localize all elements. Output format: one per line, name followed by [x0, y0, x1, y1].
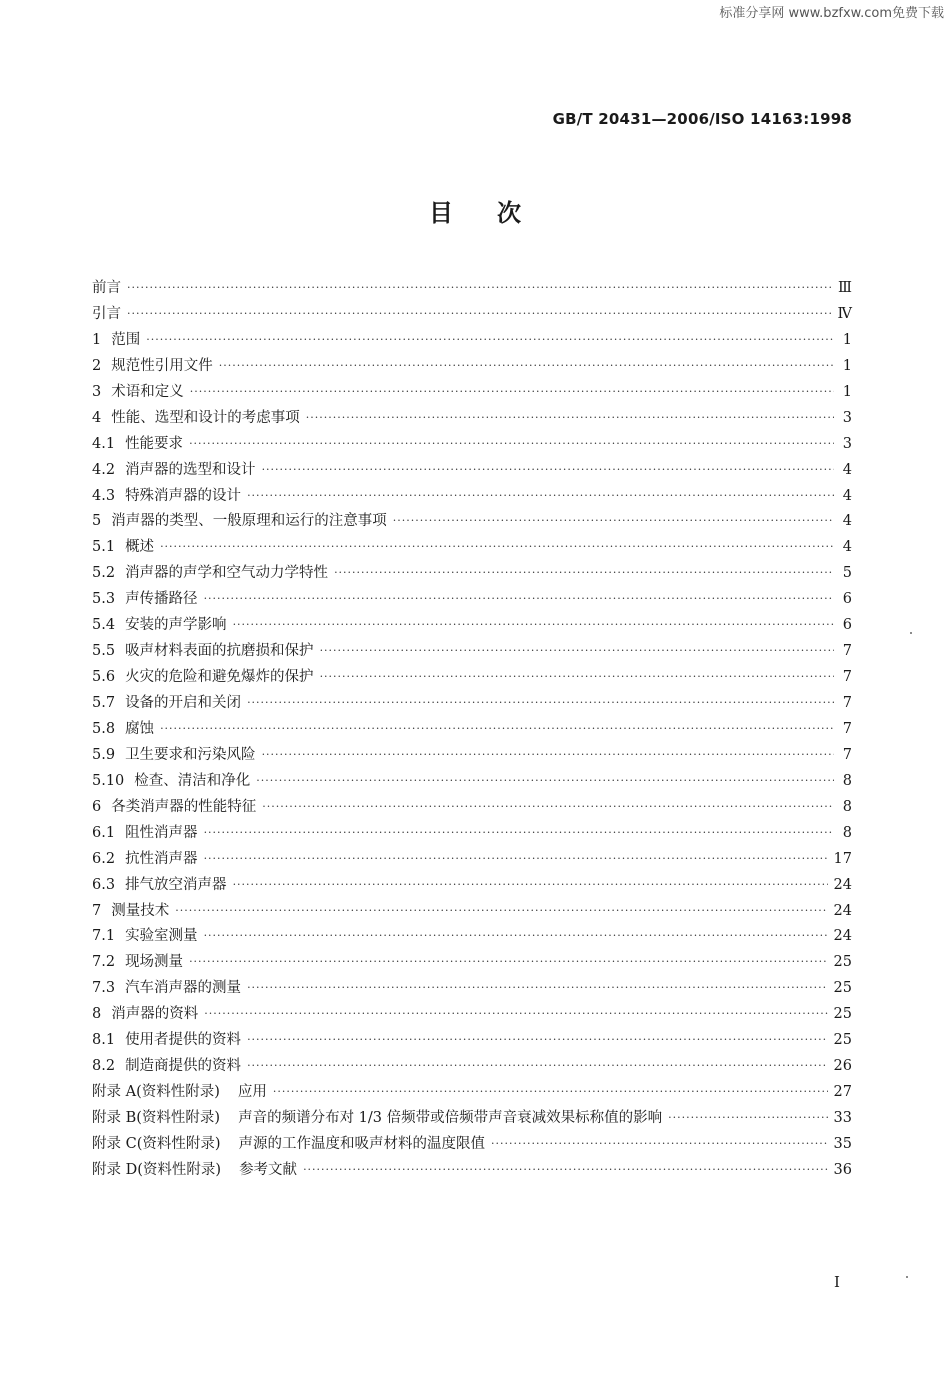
- toc-entry: [92, 406, 852, 432]
- toc-entry-title: 声传播路径: [125, 591, 198, 608]
- toc-entry-title: 测量技术: [111, 902, 170, 919]
- toc-entry-page: 26: [833, 1058, 852, 1075]
- toc-entry-text: [92, 587, 198, 608]
- toc-dot-leader: [262, 463, 834, 476]
- toc-entry-title: 消声器的声学和空气动力学特性: [125, 565, 329, 582]
- toc-entry: [92, 509, 852, 535]
- toc-entry: [92, 380, 852, 406]
- toc-entry-page: 24: [833, 902, 852, 919]
- toc-entry-title: 应用: [237, 1084, 267, 1101]
- toc-entry-number: 5.2: [92, 565, 116, 582]
- toc-entry-number: 8.2: [92, 1058, 116, 1075]
- toc-entry-page: 36: [833, 1161, 852, 1178]
- toc-entry-text: [92, 665, 314, 686]
- toc-entry-title: 火灾的危险和避免爆炸的保护: [125, 669, 314, 686]
- toc-entry-text: [92, 276, 121, 297]
- toc-dot-leader: [262, 748, 834, 761]
- toc-entry: [92, 1158, 852, 1184]
- toc-entry: [92, 639, 852, 665]
- toc-entry-title: 消声器的类型、一般原理和运行的注意事项: [111, 513, 387, 530]
- toc-dot-leader: [393, 514, 834, 527]
- toc-entry: [92, 328, 852, 354]
- toc-entry-page: 6: [842, 617, 852, 634]
- toc-entry: [92, 561, 852, 587]
- toc-entry-title: 声源的工作温度和吸声材料的温度限值: [238, 1135, 486, 1152]
- toc-entry-number: 8: [92, 1006, 102, 1023]
- page-number: I: [834, 1273, 840, 1291]
- toc-entry-title: 声音的频谱分布对 1/3 倍频带或倍频带声音衰减效果标称值的影响: [238, 1110, 663, 1126]
- toc-entry-page: 27: [833, 1084, 852, 1101]
- toc-entry-text: [92, 691, 241, 712]
- toc-entry-text: [92, 406, 300, 427]
- toc-entry-text: [92, 613, 227, 634]
- toc-entry-text: [92, 795, 256, 816]
- toc-dot-leader: [233, 878, 828, 891]
- toc-entry-title: 概述: [125, 539, 155, 556]
- toc-entry-page: 7: [842, 695, 852, 711]
- toc-entry-page: 5: [842, 565, 852, 582]
- toc-entry-text: [92, 924, 198, 945]
- toc-dot-leader: [204, 852, 828, 865]
- toc-entry-title: 规范性引用文件: [111, 357, 213, 374]
- toc-entry-page: 3: [842, 435, 852, 452]
- toc-dot-leader: [175, 904, 827, 917]
- toc-entry-number: 5.3: [92, 591, 116, 608]
- toc-dot-leader: [256, 774, 834, 787]
- toc-dot-leader: [247, 489, 834, 502]
- toc-dot-leader: [204, 592, 834, 605]
- toc-title: [0, 193, 950, 228]
- toc-entry-text: [92, 847, 198, 868]
- toc-entry: [92, 924, 852, 950]
- toc-dot-leader: [219, 359, 834, 372]
- toc-entry-page: 8: [842, 824, 852, 841]
- toc-entry: [92, 743, 852, 769]
- toc-entry-title: 汽车消声器的测量: [125, 980, 242, 997]
- toc-entry-title: 抗性消声器: [125, 850, 198, 867]
- toc-entry: [92, 665, 852, 691]
- toc-entry-page: 1: [842, 331, 852, 348]
- toc-entry-page: 7: [842, 746, 852, 763]
- toc-entry: [92, 1080, 852, 1106]
- toc-entry-page: 3: [842, 409, 852, 426]
- toc-entry-number: 1: [92, 331, 102, 348]
- toc-entry-number: 2: [92, 357, 102, 374]
- toc-entry-text: [92, 354, 213, 375]
- watermark-text: 标准分享网 www.bzfxw.com免费下载: [719, 6, 944, 21]
- toc-entry-page: 1: [842, 383, 852, 400]
- toc-entry-text: [92, 1158, 297, 1179]
- toc-entry-title: 引言: [92, 305, 121, 322]
- toc-entry-text: [92, 1132, 485, 1153]
- toc-dot-leader: [491, 1137, 828, 1150]
- toc-dot-leader: [247, 981, 827, 994]
- toc-entry-page: 35: [833, 1135, 852, 1152]
- toc-entry: [92, 717, 852, 743]
- toc-entry: [92, 873, 852, 899]
- toc-entry-number: 5.5: [92, 643, 116, 660]
- toc-entry-text: [92, 1028, 241, 1049]
- toc-entry: [92, 821, 852, 847]
- toc-entry-number: 附录 A(资料性附录): [92, 1084, 220, 1101]
- toc-entry-number: 附录 D(资料性附录): [92, 1161, 222, 1178]
- toc-entry-page: 25: [833, 1006, 852, 1023]
- toc-entry-title: 消声器的资料: [111, 1006, 199, 1023]
- toc-entry: [92, 587, 852, 613]
- toc-entry-number: 5: [92, 513, 102, 530]
- scan-speck: [906, 1276, 908, 1278]
- toc-entry-number: 4: [92, 409, 102, 426]
- toc-entry-title: 腐蚀: [125, 720, 155, 737]
- toc-dot-leader: [303, 1163, 827, 1176]
- toc-entry-text: [92, 509, 387, 530]
- toc-entry-page: Ⅲ: [838, 280, 852, 296]
- toc-entry-title: 现场测量: [125, 954, 184, 971]
- toc-entry: [92, 899, 852, 925]
- toc-entry-page: 8: [842, 798, 852, 815]
- toc-dot-leader: [190, 385, 834, 398]
- toc-entry-title: 阻性消声器: [125, 824, 198, 841]
- toc-dot-leader: [320, 670, 834, 683]
- toc-entry-text: [92, 302, 121, 323]
- toc-entry-text: [92, 1054, 241, 1075]
- toc-entry-number: 7.1: [92, 928, 116, 945]
- toc-dot-leader: [306, 411, 834, 424]
- toc-entry: [92, 302, 852, 328]
- toc-entry-page: 24: [833, 876, 852, 893]
- toc-entry-number: 附录 C(资料性附录): [92, 1135, 221, 1152]
- toc-entry-text: [92, 535, 154, 556]
- toc-dot-leader: [247, 1059, 827, 1072]
- toc-entry: [92, 354, 852, 380]
- toc-entry-number: 6: [92, 798, 102, 815]
- toc-entry-number: 5.7: [92, 695, 116, 711]
- toc-entry-title: 卫生要求和污染风险: [125, 746, 256, 763]
- toc-entry-page: 17: [833, 850, 852, 867]
- toc-entry: [92, 458, 852, 484]
- toc-entry-text: [92, 976, 241, 997]
- toc-entry-title: 设备的开启和关闭: [125, 695, 242, 711]
- toc-entry-page: 4: [842, 539, 852, 556]
- toc-entry: [92, 1106, 852, 1132]
- toc-dot-leader: [247, 696, 834, 709]
- toc-entry-page: 7: [842, 669, 852, 686]
- toc-entry-text: [92, 561, 328, 582]
- toc-entry: [92, 276, 852, 302]
- toc-entry-title: 各类消声器的性能特征: [111, 798, 257, 815]
- toc-entry-number: 5.9: [92, 746, 116, 763]
- toc-entry-number: 6.2: [92, 850, 116, 867]
- toc-entry-title: 制造商提供的资料: [125, 1058, 242, 1075]
- toc-entry-number: 5.4: [92, 617, 116, 634]
- toc-entry-title: 范围: [111, 331, 141, 348]
- toc-entry-page: 7: [842, 720, 852, 737]
- toc-dot-leader: [273, 1085, 828, 1098]
- toc-entry-number: 3: [92, 383, 102, 400]
- toc-entry-page: 4: [842, 487, 852, 504]
- toc-entry: [92, 847, 852, 873]
- toc-entry-number: 5.10: [92, 772, 125, 789]
- toc-entry-page: Ⅳ: [837, 305, 852, 322]
- toc-entry-title: 前言: [92, 280, 121, 296]
- toc-entry-page: 8: [842, 772, 852, 789]
- toc-dot-leader: [127, 307, 832, 320]
- toc-entry-text: [92, 458, 256, 479]
- toc-dot-leader: [204, 826, 834, 839]
- toc-entry-page: 25: [833, 1032, 852, 1049]
- toc-entry-number: 4.1: [92, 435, 116, 452]
- toc-entry: [92, 691, 852, 717]
- toc-dot-leader: [262, 800, 834, 813]
- toc-entry-number: 附录 B(资料性附录): [92, 1110, 221, 1126]
- toc-entry-number: 4.2: [92, 461, 116, 478]
- toc-entry-title: 排气放空消声器: [125, 876, 227, 893]
- toc-dot-leader: [127, 281, 832, 294]
- toc-entry-title: 参考文献: [239, 1161, 298, 1178]
- toc-entry: [92, 976, 852, 1002]
- toc-entry-page: 1: [842, 357, 852, 374]
- scan-speck: [910, 632, 912, 634]
- toc-entry: [92, 432, 852, 458]
- toc-entry-title: 安装的声学影响: [125, 617, 227, 634]
- toc-entry-page: 6: [842, 591, 852, 608]
- toc-entry-title: 实验室测量: [125, 928, 198, 945]
- toc-entry: [92, 535, 852, 561]
- toc-entry-number: 4.3: [92, 487, 116, 504]
- toc-dot-leader: [189, 437, 834, 450]
- toc-entry-number: 7.2: [92, 954, 116, 971]
- toc-entry-title: 术语和定义: [111, 383, 184, 400]
- toc-entry-title: 性能、选型和设计的考虑事项: [111, 409, 300, 426]
- toc-entry-text: [92, 1002, 198, 1023]
- toc-entry-page: 33: [833, 1110, 852, 1126]
- toc-entry-number: 5.1: [92, 539, 116, 556]
- toc-dot-leader: [160, 540, 834, 553]
- toc-entry: [92, 1132, 852, 1158]
- toc-entry-page: 25: [833, 980, 852, 997]
- toc-entry-text: [92, 899, 169, 920]
- toc-entry-text: [92, 950, 183, 971]
- toc-entry-number: 7.3: [92, 980, 116, 997]
- toc-dot-leader: [247, 1033, 827, 1046]
- toc-entry-text: [92, 743, 256, 764]
- toc-entry-text: [92, 432, 183, 453]
- toc-entry-text: [92, 769, 250, 790]
- toc-dot-leader: [334, 566, 834, 579]
- toc-entry-title: 消声器的选型和设计: [125, 461, 256, 478]
- toc-entry-page: 4: [842, 513, 852, 530]
- toc-entry-text: [92, 639, 314, 660]
- toc-entry-number: 6.1: [92, 824, 116, 841]
- toc-entry: [92, 795, 852, 821]
- toc-entry-text: [92, 484, 241, 505]
- toc-entry-text: [92, 1106, 662, 1127]
- toc-entry-page: 7: [842, 643, 852, 660]
- toc-entry-title: 吸声材料表面的抗磨损和保护: [125, 643, 314, 660]
- toc-entry-title: 特殊消声器的设计: [125, 487, 242, 504]
- toc-entry-page: 4: [842, 461, 852, 478]
- toc-title-char-1: 目: [429, 199, 453, 227]
- toc-entry-number: 5.6: [92, 669, 116, 686]
- toc-entry-title: 检查、清洁和净化: [134, 772, 251, 789]
- toc-entry: [92, 1054, 852, 1080]
- toc-entry-number: 5.8: [92, 720, 116, 737]
- toc-dot-leader: [160, 722, 834, 735]
- toc-entry-text: [92, 380, 184, 401]
- toc-entry: [92, 950, 852, 976]
- toc-dot-leader: [146, 333, 834, 346]
- toc-dot-leader: [668, 1111, 827, 1124]
- document-code: GB/T 20431—2006/ISO 14163:1998: [552, 110, 852, 128]
- toc-entry-title: 使用者提供的资料: [125, 1032, 242, 1049]
- toc-entry: [92, 613, 852, 639]
- toc-entry-number: 6.3: [92, 876, 116, 893]
- table-of-contents: [92, 276, 852, 1184]
- toc-entry-title: 性能要求: [125, 435, 184, 452]
- toc-entry-text: [92, 1080, 267, 1101]
- toc-entry: [92, 1002, 852, 1028]
- toc-entry-page: 24: [833, 928, 852, 945]
- toc-entry: [92, 484, 852, 510]
- toc-entry-text: [92, 821, 198, 842]
- toc-entry: [92, 1028, 852, 1054]
- toc-entry: [92, 769, 852, 795]
- toc-entry-number: 7: [92, 902, 102, 919]
- toc-entry-number: 8.1: [92, 1032, 116, 1049]
- toc-dot-leader: [204, 929, 828, 942]
- toc-dot-leader: [233, 618, 834, 631]
- toc-entry-text: [92, 328, 140, 349]
- toc-dot-leader: [320, 644, 834, 657]
- toc-title-char-2: 次: [497, 199, 521, 227]
- toc-dot-leader: [204, 1007, 827, 1020]
- toc-entry-page: 25: [833, 954, 852, 971]
- toc-entry-text: [92, 717, 154, 738]
- toc-dot-leader: [189, 955, 827, 968]
- toc-entry-text: [92, 873, 227, 894]
